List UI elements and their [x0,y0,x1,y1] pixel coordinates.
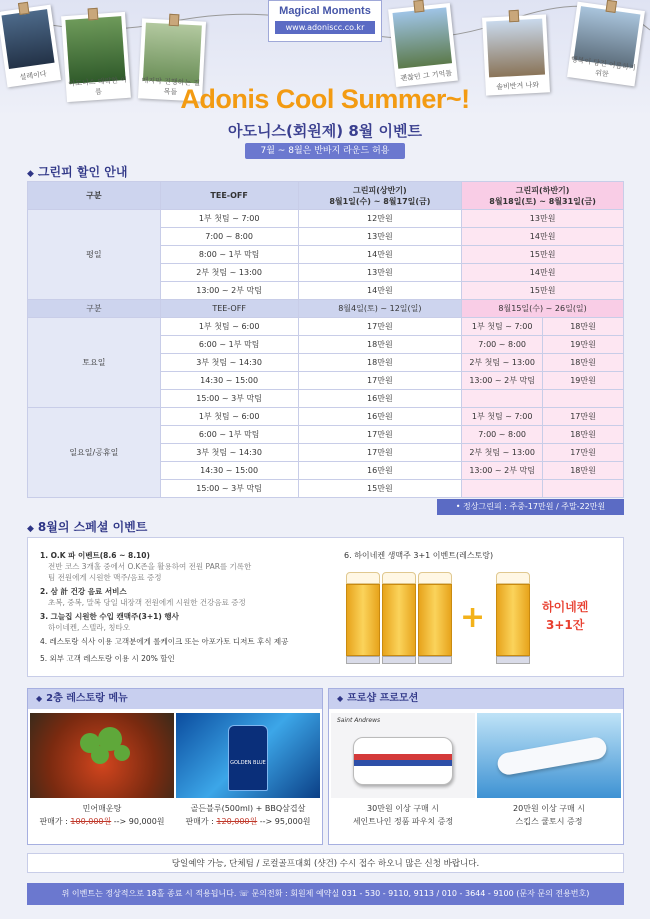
tee-time: 2부 첫팀 ~ 13:00 [160,264,298,282]
table-row [28,318,624,336]
col-header-period-2: 8월15일(수) ~ 26일(일) [462,300,624,318]
beer-glass-icon [382,572,416,664]
photo-6: 행복이 담긴 여름하기 위한 [567,2,645,87]
page-title: Adonis Cool Summer~! [180,84,470,114]
tee-time: 14:30 ~ 15:00 [160,372,298,390]
fee-first-half: 13만원 [298,228,462,246]
row-label-sunday: 일요일/공휴일 [28,408,161,498]
table-row [28,408,624,426]
restaurant-panel [27,688,323,845]
row-label-saturday: 토요일 [28,318,161,408]
fee-first-half: 18만원 [298,354,462,372]
brand-url[interactable]: www.adoniscc.co.kr [275,21,375,34]
green-fee-table [27,181,624,498]
col-header-first-half: 그린피(상반기) 8월1일(수) ~ 8월17일(금) [298,182,462,210]
fee-second-half: 15만원 [462,282,624,300]
fee-second-half: 17만원 [543,444,624,462]
notice-pill: 7월 ~ 8월은 반바지 라운드 허용 [245,143,405,159]
tee-time: 13:00 ~ 2부 막팀 [160,282,298,300]
fee-second-half: 13만원 [462,210,624,228]
tee-time-second-half [462,390,543,408]
beer-glass-icon [496,572,530,664]
menu-item-1: 민어매운탕 판매가 : 100,000원 --> 90,000원 [39,804,165,826]
tee-time-second-half: 2부 첫팀 ~ 13:00 [462,444,543,462]
event-2: 2. 삼 計 건강 음료 서비스 초복, 중복, 말복 당일 내장객 전원에게 시원한 건강음료 증정 [40,587,246,607]
pouch-photo [331,713,475,798]
menu-item-2: 골든블루(500ml) + BBQ삼겹살 판매가 : 120,000원 --> 95,000원 [185,804,311,826]
tee-time-second-half: 2부 첫팀 ~ 13:00 [462,354,543,372]
photo-3: 매지막 진행하는 길목들 [138,18,206,101]
col-header-category: 구분 [28,182,161,210]
fee-second-half: 15만원 [462,246,624,264]
pouch-icon [353,737,453,785]
beer-glass-icon [346,572,380,664]
proshop-item-2: 20만원 이상 구매 시 스킵스 쿨토시 증정 [513,804,585,826]
tee-time-second-half [462,480,543,498]
col-header-teeoff: TEE-OFF [160,182,298,210]
row-label-weekday: 평일 [28,210,161,300]
fee-second-half [543,390,624,408]
fee-second-half [543,480,624,498]
spicy-fish-stew-photo [30,713,174,798]
photo-4: 괜찮던 그 기억들 [388,3,458,87]
fee-first-half: 13만원 [298,264,462,282]
fee-second-half: 18만원 [543,426,624,444]
event-3: 3. 그늘집 시원한 수입 캔맥주(3+1) 행사 하이네켄, 스텔라, 칭타오 [40,612,179,632]
fee-first-half: 12만원 [298,210,462,228]
table-row [28,210,624,228]
event-4: 4. 레스토랑 식사 이용 고객분에게 롤케이크 또는 아포가토 디저트 후식 제공 [40,637,289,646]
events-section-title: ◆ 8월의 스페셜 이벤트 [27,518,147,535]
fee-first-half: 16만원 [298,408,462,426]
fee-first-half: 14만원 [298,282,462,300]
fee-second-half: 14만원 [462,264,624,282]
tee-time: 3부 첫팀 ~ 14:30 [160,444,298,462]
tee-time: 6:00 ~ 1부 막팀 [160,426,298,444]
fee-second-half: 19만원 [543,372,624,390]
fee-first-half: 18만원 [298,336,462,354]
tee-time-second-half: 13:00 ~ 2부 막팀 [462,462,543,480]
photo-1: 설레이다 [0,5,61,88]
herb-garnish-icon [30,713,174,798]
proshop-panel [328,688,624,845]
photo-2: 아도니스 대략한 이름 [61,12,131,102]
fee-first-half: 16만원 [298,390,462,408]
fee-first-half: 17만원 [298,372,462,390]
events-box [27,537,624,677]
tee-time: 6:00 ~ 1부 막팀 [160,336,298,354]
proshop-section-title: ◆ 프로샵 프로모션 [329,689,623,709]
event-6-title: 6. 하이네켄 생맥주 3+1 이벤트(레스토랑) [344,551,494,560]
brand-mark: Saint Andrews [337,717,381,724]
fee-first-half: 17만원 [298,318,462,336]
tee-time: 1부 첫팀 ~ 7:00 [160,210,298,228]
tee-time: 15:00 ~ 3부 막팀 [160,390,298,408]
fee-second-half: 14만원 [462,228,624,246]
beer-glass-icon [418,572,452,664]
heineken-promo: 하이네켄 3+1잔 [542,600,589,632]
fee-first-half: 16만원 [298,462,462,480]
fee-first-half: 17만원 [298,426,462,444]
golden-blue-photo [176,713,320,798]
fee-second-half: 18만원 [543,318,624,336]
fee-first-half: 15만원 [298,480,462,498]
fee-first-half: 17만원 [298,444,462,462]
booking-notice: 당일예약 가능, 단체팀 / 로컬골프대회 (샷건) 수시 접수 하오니 많은 신청 바랍니다. [27,853,624,873]
tee-time-second-half: 7:00 ~ 8:00 [462,336,543,354]
col-header-second-half: 그린피(하반기) 8월18일(토) ~ 8월31일(금) [462,182,624,210]
tee-time: 1부 첫팀 ~ 6:00 [160,408,298,426]
arm-sleeve-photo [477,713,621,798]
col-header-period-1: 8월4일(토) ~ 12일(일) [298,300,462,318]
green-fee-section-title: ◆ 그린피 할인 안내 [27,163,127,180]
arm-sleeve-icon [496,736,608,777]
fee-first-half: 14만원 [298,246,462,264]
plus-icon: + [460,600,486,635]
fee-second-half: 18만원 [543,462,624,480]
tee-time: 1부 첫팀 ~ 6:00 [160,318,298,336]
page-subtitle: 아도니스(회원제) 8월 이벤트 [228,122,422,140]
col-header-category-2: 구분 [28,300,161,318]
tee-time: 7:00 ~ 8:00 [160,228,298,246]
fee-second-half: 18만원 [543,354,624,372]
tee-time: 15:00 ~ 3부 막팀 [160,480,298,498]
tee-time: 14:30 ~ 15:00 [160,462,298,480]
tee-time-second-half: 7:00 ~ 8:00 [462,426,543,444]
tee-time-second-half: 1부 첫팀 ~ 7:00 [462,318,543,336]
tee-time-second-half: 1부 첫팀 ~ 7:00 [462,408,543,426]
tee-time-second-half: 13:00 ~ 2부 막팀 [462,372,543,390]
tee-time: 3부 첫팀 ~ 14:30 [160,354,298,372]
brand-card [268,0,382,42]
event-5: 5. 외부 고객 레스토랑 이용 시 20% 할인 [40,654,175,663]
contact-info: 위 이벤트는 정상적으로 18홀 종료 시 적용됩니다. ☏ 문의전화 : 회원제 예약실 031 - 530 - 9110, 9113 / 010 - 3644 - 9100 (문자 문의 전용번호) [27,883,624,905]
photo-5: 솔비반겨 나와 [482,14,550,95]
fee-second-half: 17만원 [543,408,624,426]
brand-title: Magical Moments [279,5,371,17]
proshop-item-1: 30만원 이상 구매 시 세인트나인 정품 파우치 증정 [352,804,454,826]
bottle-icon: GOLDEN BLUE [228,725,268,791]
tee-time: 8:00 ~ 1부 막팀 [160,246,298,264]
event-1: 1. O.K 파 이벤트(8.6 ~ 8.10) 전반 코스 3개홀 중에서 O.K존을 활용하여 전원 PAR를 기록한 팀 전원에게 시원한 맥주/음료 증정 [40,551,252,582]
col-header-teeoff-2: TEE-OFF [160,300,298,318]
fee-second-half: 19만원 [543,336,624,354]
restaurant-section-title: ◆ 2층 레스토랑 메뉴 [28,689,322,709]
regular-fee-note: • 정상그린피 : 주중-17만원 / 주말-22만원 [437,499,624,515]
